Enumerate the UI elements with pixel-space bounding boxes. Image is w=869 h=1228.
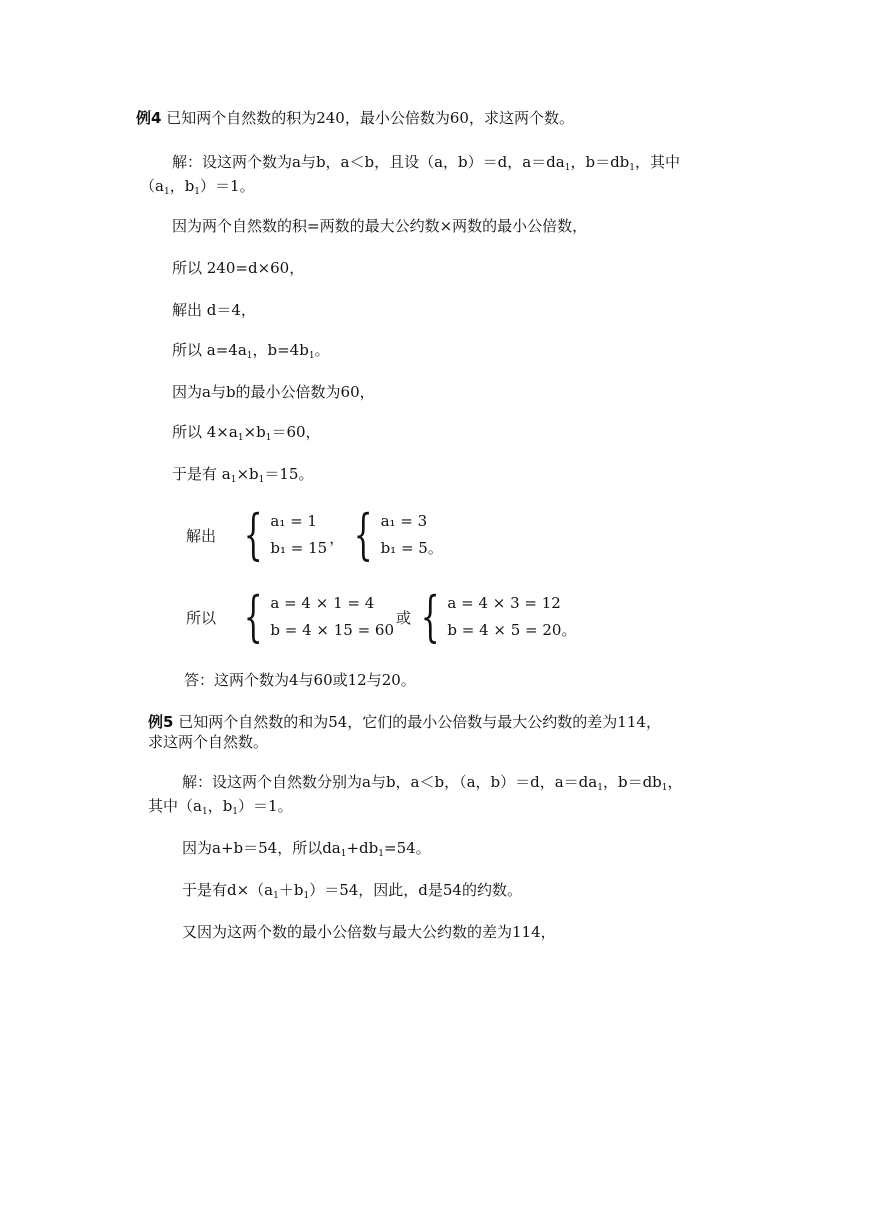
so-label: 所以	[186, 608, 217, 627]
subscript: 1	[564, 163, 571, 173]
example-5-question: 已知两个自然数的和为54，它们的最小公倍数与最大公约数的差为114，	[178, 713, 661, 731]
subscript: 1	[273, 891, 279, 901]
equation-system-1	[270, 508, 327, 562]
ex4-answer: 答：这两个数为4与60或12与20。	[184, 671, 416, 689]
equation: b = 4 × 15 = 60	[270, 621, 395, 639]
subscript: 1	[308, 351, 315, 361]
separator: ，	[329, 529, 345, 547]
text: ＋b	[278, 881, 304, 899]
ex4-line-9	[172, 464, 313, 490]
text: 解：设这两个自然数分别为a与b，a＜b，（a，b）＝d，a＝da	[182, 773, 598, 791]
text: 其中（a	[148, 797, 202, 815]
text: 。	[314, 341, 330, 359]
example-5-label: 例5	[148, 713, 174, 731]
subscript: 1	[163, 187, 170, 197]
text: 于是有d×（a	[182, 881, 274, 899]
equation: a₁ = 3	[380, 512, 428, 530]
equation-system-2	[381, 508, 443, 562]
or-label: 或	[396, 608, 412, 627]
solve-label: 解出	[186, 526, 217, 545]
ex4-solution-line-2	[140, 176, 255, 202]
text: ，其中	[635, 153, 681, 171]
equation: a = 4 × 3 = 12	[447, 594, 561, 612]
subscript: 1	[265, 433, 272, 443]
ex4-result-systems	[186, 585, 577, 648]
text: 因为a+b＝54，所以da	[182, 839, 341, 857]
left-brace-icon: {	[243, 503, 263, 566]
ex5-line-4	[182, 880, 522, 906]
subscript: 1	[258, 475, 265, 485]
example-5-question-line-2: 求这两个自然数。	[148, 733, 269, 751]
ex4-solution-line-1	[172, 152, 680, 178]
equation: a₁ = 1	[270, 512, 317, 530]
example-4-label: 例4	[136, 109, 162, 127]
equation-system-3	[270, 590, 394, 644]
text: ，b	[169, 177, 195, 195]
subscript: 1	[232, 807, 239, 817]
ex4-solve-systems	[186, 503, 443, 566]
equation-system-4	[447, 590, 576, 644]
ex5-line-3	[182, 838, 431, 864]
ex4-line-7: 因为a与b的最小公倍数为60，	[172, 383, 375, 401]
subscript: 1	[230, 475, 237, 485]
subscript: 1	[661, 783, 668, 793]
subscript: 1	[246, 351, 253, 361]
subscript: 1	[597, 783, 603, 793]
text: ）＝1。	[200, 177, 255, 195]
subscript: 1	[378, 849, 384, 859]
text: =54。	[384, 839, 431, 857]
subscript: 1	[340, 849, 347, 859]
text: ，b	[207, 797, 233, 815]
text: ）＝54，因此，d是54的约数。	[309, 881, 522, 899]
ex5-line-5: 又因为这两个数的最小公倍数与最大公约数的差为114，	[182, 923, 556, 941]
ex4-line-4: 所以 240=d×60，	[172, 259, 305, 277]
text: ，	[667, 773, 683, 791]
text: ＝60，	[271, 423, 321, 441]
text: ，b＝db	[602, 773, 662, 791]
ex4-line-5: 解出 d＝4，	[172, 301, 256, 319]
equation: b₁ = 5。	[380, 539, 443, 557]
text: ×b	[243, 423, 266, 441]
example-4-question: 已知两个自然数的积为240，最小公倍数为60，求这两个数。	[166, 109, 574, 127]
example-5-question-line	[148, 712, 661, 732]
text: 所以 a=4a	[172, 341, 247, 359]
equation: a = 4 × 1 = 4	[270, 594, 375, 612]
subscript: 1	[194, 187, 201, 197]
left-brace-icon: {	[243, 585, 263, 648]
text: 于是有 a	[172, 465, 231, 483]
text: ×b	[236, 465, 259, 483]
ex4-line-8	[172, 422, 321, 448]
ex5-solution-line-2	[148, 796, 293, 822]
subscript: 1	[629, 163, 636, 173]
example-4-question-line	[136, 108, 574, 128]
left-brace-icon: {	[420, 585, 440, 648]
text: ＝15。	[264, 465, 314, 483]
subscript: 1	[201, 807, 208, 817]
equation: b₁ = 15	[270, 539, 328, 557]
ex4-line-3: 因为两个自然数的积=两数的最大公约数×两数的最小公倍数，	[172, 217, 588, 235]
text: +db	[346, 839, 379, 857]
text: ）＝1。	[238, 797, 293, 815]
subscript: 1	[303, 891, 310, 901]
equation: b = 4 × 5 = 20。	[447, 621, 577, 639]
ex4-line-6	[172, 340, 330, 366]
ex5-solution-line-1	[182, 772, 683, 798]
text: （a	[140, 177, 164, 195]
text: 解：设这两个数为a与b，a＜b，且设（a，b）＝d，a＝da	[172, 153, 565, 171]
subscript: 1	[237, 433, 244, 443]
left-brace-icon: {	[353, 503, 373, 566]
text: 所以 4×a	[172, 423, 238, 441]
text: ，b=4b	[252, 341, 309, 359]
text: ，b＝db	[570, 153, 630, 171]
